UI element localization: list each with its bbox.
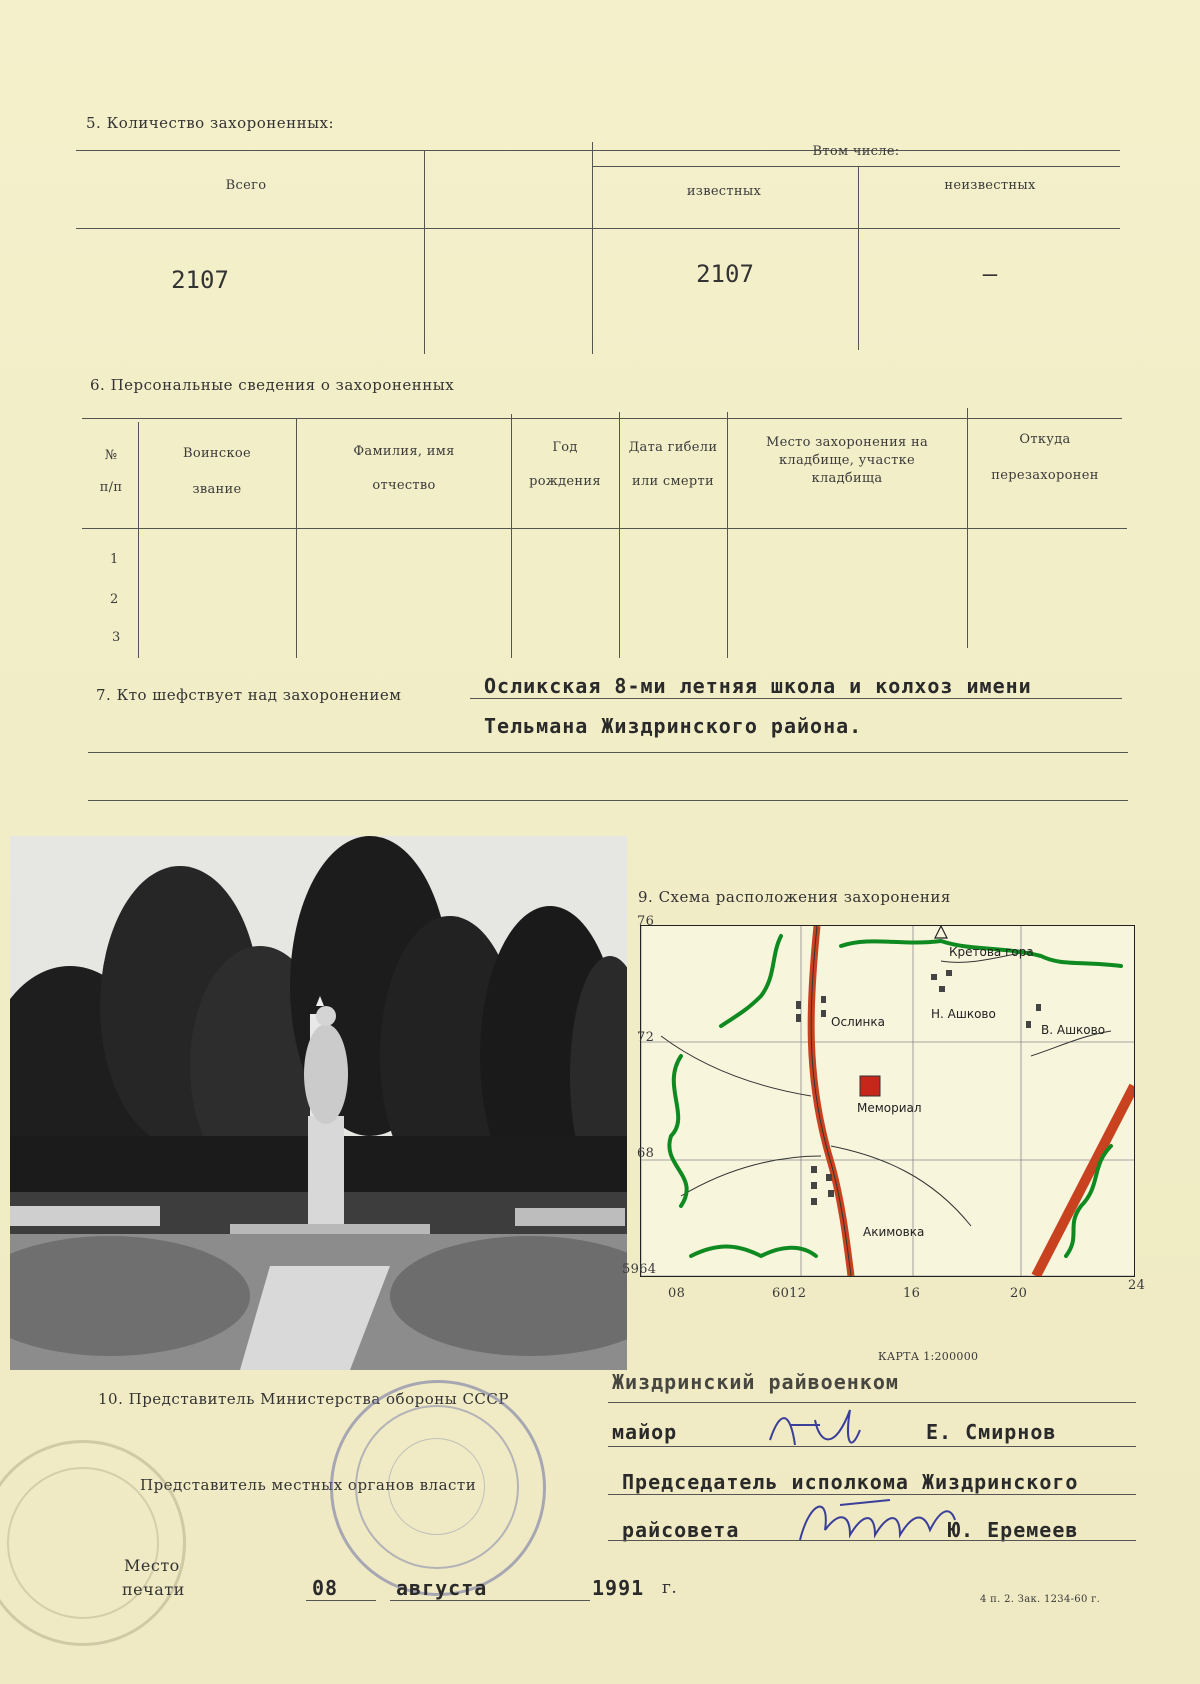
header-death: или смерти	[632, 474, 714, 489]
map-x-label: 6012	[772, 1286, 807, 1301]
hill-triangle-icon	[935, 926, 947, 938]
date-suffix: г.	[662, 1578, 678, 1598]
header-name: Фамилия, имя	[353, 444, 455, 459]
ministry-signature	[760, 1400, 870, 1460]
local-position-2: райсовета	[622, 1518, 740, 1542]
header-num: п/п	[99, 480, 123, 495]
map-y-label: 72	[637, 1030, 655, 1045]
ministry-rank: майор	[612, 1420, 678, 1444]
local-signature	[780, 1490, 960, 1560]
divider	[727, 412, 728, 658]
memorial-photo	[10, 836, 627, 1370]
divider	[76, 228, 1120, 229]
date-day: 08	[312, 1576, 339, 1600]
divider	[858, 166, 859, 350]
date-year: 1991	[592, 1576, 645, 1600]
map-drawing	[641, 926, 1134, 1276]
divider	[967, 408, 968, 648]
place-v-ashkovo: В. Ашково	[1041, 1023, 1106, 1037]
header-reburied-from: Откуда	[1019, 432, 1071, 447]
ministry-name: Е. Смирнов	[926, 1420, 1057, 1444]
memorial-marker	[860, 1076, 880, 1096]
place-oslinka: Ослинка	[831, 1015, 885, 1029]
col-unknown-header: неизвестных	[944, 178, 1036, 193]
divider	[306, 1600, 376, 1601]
header-birth: рождения	[529, 474, 601, 489]
total-count: 2107	[171, 266, 229, 294]
unknown-count: –	[982, 260, 998, 288]
divider	[592, 166, 1120, 167]
header-rank: Воинское	[182, 446, 252, 461]
divider	[511, 414, 512, 658]
section6-title: 6. Персональные сведения о захороненных	[90, 376, 455, 394]
faded-stamp	[0, 1440, 186, 1646]
divider	[390, 1600, 590, 1601]
patron-line-1: Осликская 8-ми летняя школа и колхоз имени	[484, 674, 1032, 698]
date-month: августа	[396, 1576, 488, 1600]
local-name: Ю. Еремеев	[948, 1518, 1079, 1542]
map-x-label: 08	[668, 1286, 686, 1301]
col-known-header: известных	[686, 184, 762, 199]
header-num: №	[104, 448, 118, 463]
divider	[88, 752, 1128, 753]
place-akimovka: Акимовка	[863, 1225, 925, 1239]
place-hill: Кретова гора	[949, 945, 1034, 959]
divider	[608, 1446, 1136, 1447]
divider	[608, 1402, 1136, 1403]
col-including-header: Втом числе:	[812, 144, 900, 159]
official-stamp	[330, 1380, 546, 1596]
header-death: Дата гибели	[628, 440, 718, 455]
divider	[424, 150, 425, 354]
header-rank: звание	[192, 482, 242, 497]
header-birth: Год	[552, 440, 578, 455]
forest-marks	[669, 936, 1121, 1256]
col-total-header: Всего	[225, 178, 267, 193]
stamp-place-label-2: печати	[122, 1580, 185, 1599]
section7-title: 7. Кто шефствует над захоронением	[96, 686, 402, 704]
divider	[82, 418, 1122, 419]
local-position: Председатель исполкома Жиздринского	[622, 1470, 1079, 1494]
print-mark: 4 п. 2. Зак. 1234-60 г.	[980, 1594, 1101, 1605]
header-name: отчество	[372, 478, 436, 493]
divider	[296, 418, 297, 658]
stamp-place-label: Место	[124, 1556, 180, 1575]
divider	[470, 698, 1122, 699]
map-y-label: 76	[637, 914, 655, 929]
burial-location-map	[640, 925, 1135, 1277]
map-y-label: 5964	[622, 1262, 657, 1277]
place-memorial: Мемориал	[857, 1101, 922, 1115]
ministry-office: Жиздринский райвоенком	[612, 1370, 899, 1394]
header-reburied-from: перезахоронен	[991, 468, 1099, 483]
section9-title: 9. Схема расположения захоронения	[638, 888, 951, 906]
divider	[592, 142, 593, 354]
secondary-road	[1036, 1086, 1134, 1276]
row-number: 2	[110, 592, 119, 607]
local-representative-label: Представитель местных органов власти	[140, 1476, 477, 1494]
known-count: 2107	[696, 260, 754, 288]
map-scale: КАРТА 1:200000	[878, 1350, 979, 1363]
header-burial-place: Место захоронения на кладбище, участке кладбища	[765, 435, 929, 486]
divider	[138, 422, 139, 658]
row-number: 3	[112, 630, 121, 645]
row-number: 1	[110, 552, 119, 567]
memorial-photo-image	[10, 836, 627, 1370]
place-n-ashkovo: Н. Ашково	[931, 1007, 996, 1021]
map-x-label: 16	[903, 1286, 921, 1301]
section5-title: 5. Количество захороненных:	[86, 114, 335, 132]
divider	[82, 528, 1127, 529]
divider	[88, 800, 1128, 801]
map-x-label: 24	[1128, 1278, 1146, 1293]
patron-line-2: Тельмана Жиздринского района.	[484, 714, 863, 738]
section10-title: 10. Представитель Министерства обороны СССР	[98, 1390, 509, 1408]
map-x-label: 20	[1010, 1286, 1028, 1301]
map-y-label: 68	[637, 1146, 655, 1161]
